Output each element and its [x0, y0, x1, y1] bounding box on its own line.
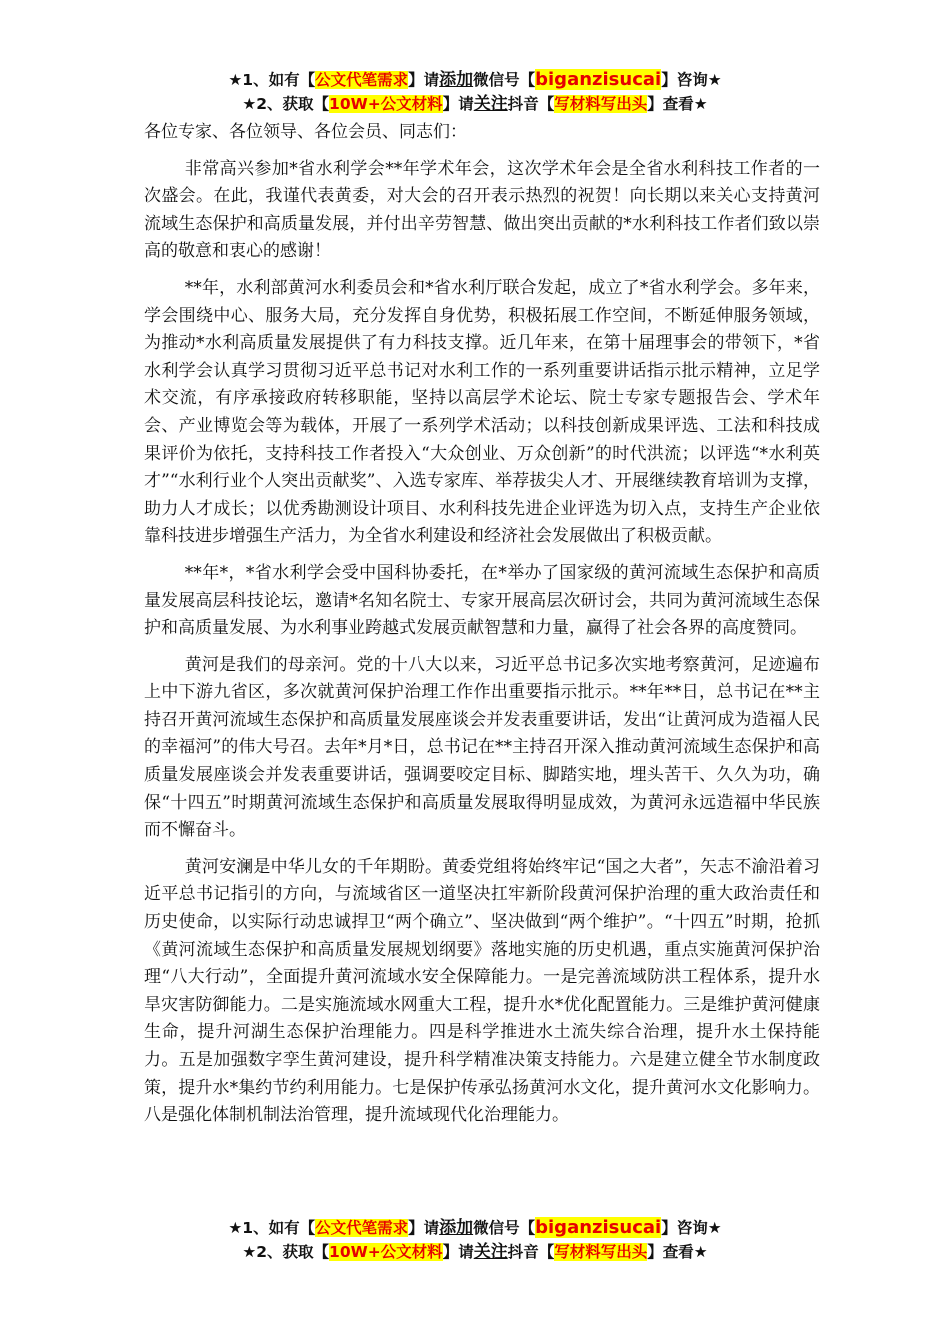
- salutation: 各位专家、各位领导、各位会员、同志们：: [144, 122, 467, 142]
- highlight-service: 公文代笔需求: [315, 71, 409, 89]
- footer-banner-line-1: ★1、如有【公文代笔需求】请添加微信号【biganzisucai】咨询★: [228, 1217, 722, 1238]
- footer-highlight-materials: 10W+公文材料: [329, 1243, 443, 1261]
- paragraph-2: **年，水利部黄河水利委员会和*省水利厅联合发起，成立了*省水利学会。多年来，学会围绕中心、服务大局，充分发挥自身优势，积极拓展工作空间，不断延伸服务领域，为推动*水利高质量发展提供了有力科技支撑。近几年来，在第十届理事会的带领下，*省水利学会认真学习贯彻习近平总书记对水利工作的一系列重要讲话指示批示精神，立足学术交流，有序承接政府转移职能，坚持以高层学术论坛、院士专家专题报告会、学术年会、产业博览会等为载体，开展了一系列学术活动；以科技创新成果评选、工法和科技成果评价为依托，支持科技工作者投入“大众创业、万众创新”的时代洪流；以评选“*水利英才”“水利行业个人突出贡献奖”、入选专家库、举荐拔尖人才、开展继续教育培训为支撑，助力人才成长；以优秀勘测设计项目、水利科技先进企业评选为切入点，支持生产企业依靠科技进步增强生产活力，为全省水利建设和经济社会发展做出了积极贡献。: [144, 277, 820, 547]
- highlight-wechat-id: biganzisucai: [535, 69, 662, 90]
- footer-banner: [130, 1216, 820, 1264]
- highlight-materials: 10W+公文材料: [329, 95, 443, 113]
- paragraph-4: 黄河是我们的母亲河。党的十八大以来，习近平总书记多次实地考察黄河，足迹遍布上中下游九省区，多次就黄河保护治理工作作出重要指示批示。**年**日，总书记在**主持召开黄河流域生态保护和高质量发展座谈会并发表重要讲话，发出“让黄河成为造福人民的幸福河”的伟大号召。去年*月*日，总书记在**主持召开深入推动黄河流域生态保护和高质量发展座谈会并发表重要讲话，强调要咬定目标、脚踏实地，埋头苦干、久久为功，确保“十四五”时期黄河流域生态保护和高质量发展取得明显成效，为黄河永远造福中华民族而不懈奋斗。: [144, 654, 820, 841]
- banner-line-1: ★1、如有【公文代笔需求】请添加微信号【biganzisucai】咨询★: [228, 69, 722, 90]
- banner-line-2: ★2、获取【10W+公文材料】请关注抖音【写材料写出头】查看★: [242, 94, 708, 114]
- document-body: [144, 119, 820, 1139]
- footer-banner-line-2: ★2、获取【10W+公文材料】请关注抖音【写材料写出头】查看★: [242, 1242, 708, 1262]
- paragraph-5: 黄河安澜是中华儿女的千年期盼。黄委党组将始终牢记“国之大者”，矢志不渝沿着习近平总书记指引的方向，与流域省区一道坚决扛牢新阶段黄河保护治理的重大政治责任和历史使命，以实际行动忠诚捍卫“两个确立”、坚决做到“两个维护”。“十四五”时期，抢抓《黄河流域生态保护和高质量发展规划纲要》落地实施的历史机遇，重点实施黄河保护治理“八大行动”，全面提升黄河流域水安全保障能力。一是完善流域防洪工程体系，提升水旱灾害防御能力。二是实施流域水网重大工程，提升水*优化配置能力。三是维护黄河健康生命，提升河湖生态保护治理能力。四是科学推进水土流失综合治理，提升水土保持能力。五是加强数字孪生黄河建设，提升科学精准决策支持能力。六是建立健全节水制度政策，提升水*集约节约利用能力。七是保护传承弘扬黄河水文化，提升黄河水文化影响力。八是强化体制机制法治管理，提升流域现代化治理能力。: [144, 856, 820, 1126]
- header-banner: [130, 68, 820, 116]
- highlight-douyin-account: 写材料写出头: [554, 95, 648, 113]
- footer-highlight-service: 公文代笔需求: [315, 1219, 409, 1237]
- paragraph-1: 非常高兴参加*省水利学会**年学术年会，这次学术年会是全省水利科技工作者的一次盛会。在此，我谨代表黄委，对大会的召开表示热烈的祝贺！向长期以来关心支持黄河流域生态保护和高质量发展，并付出辛劳智慧、做出突出贡献的*水利科技工作者们致以崇高的敬意和衷心的感谢！: [144, 158, 820, 262]
- footer-highlight-wechat-id: biganzisucai: [535, 1217, 662, 1238]
- footer-highlight-douyin-account: 写材料写出头: [554, 1243, 648, 1261]
- paragraph-3: **年*，*省水利学会受中国科协委托，在*举办了国家级的黄河流域生态保护和高质量发展高层科技论坛，邀请*名知名院士、专家开展高层次研讨会，共同为黄河流域生态保护和高质量发展、为水利事业跨越式发展贡献智慧和力量，赢得了社会各界的高度赞同。: [144, 562, 820, 639]
